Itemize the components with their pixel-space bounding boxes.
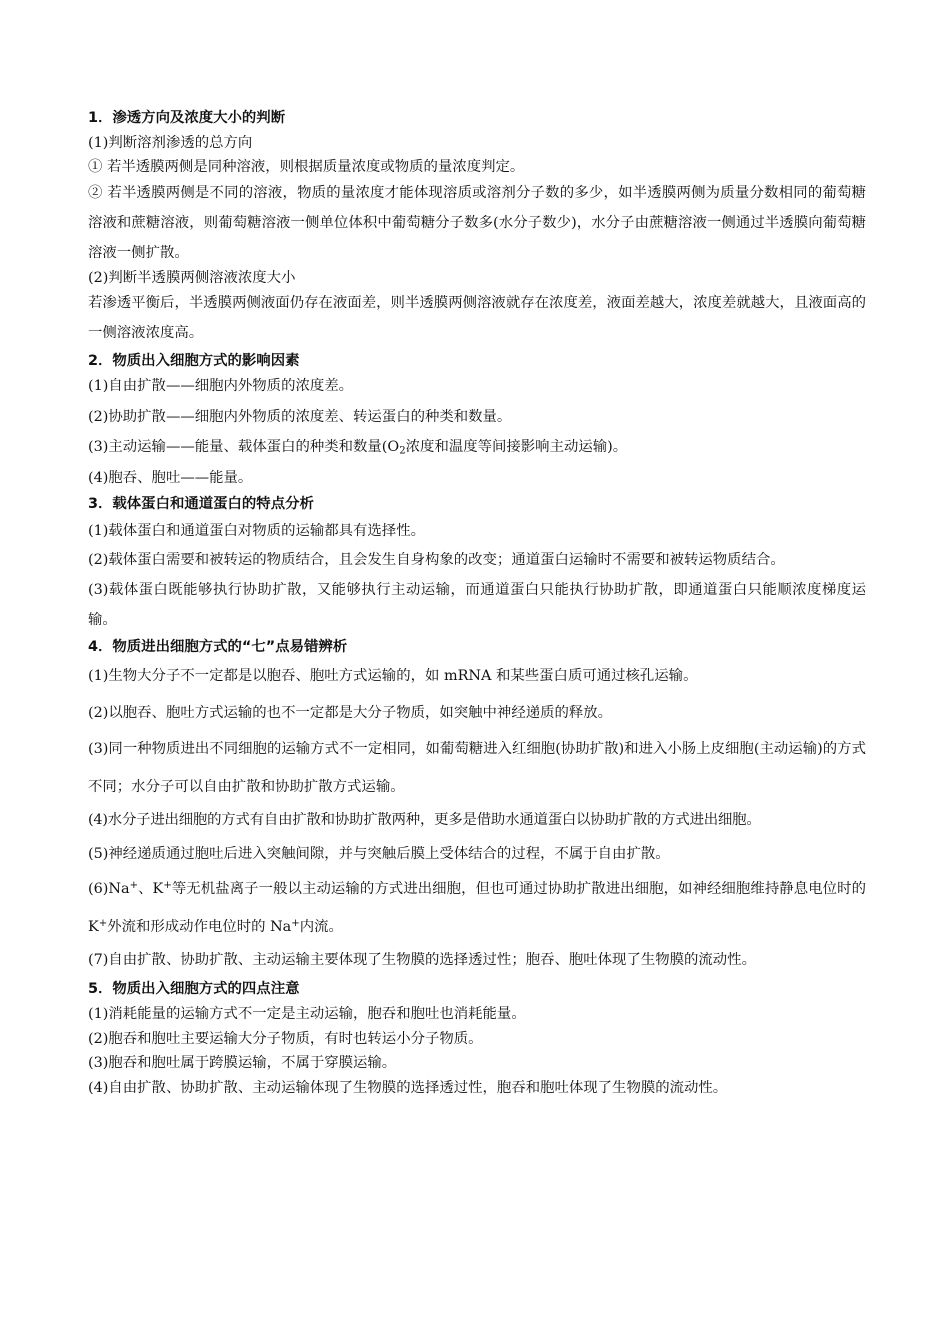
section-2-title: 2．物质出入细胞方式的影响因素	[88, 353, 300, 370]
section-4-item-6	[88, 870, 866, 946]
section-4-item-7: (7)自由扩散、协助扩散、主动运输主要体现了生物膜的选择透过性；胞吞、胞吐体现了生物膜的流动性。	[88, 951, 756, 968]
section-1-paragraph-3: 若渗透平衡后，半透膜两侧液面仍存在液面差，则半透膜两侧溶液就存在浓度差，液面差越大，浓度差就越大，且液面高的一侧溶液浓度高。	[88, 295, 866, 342]
section-2-item-3-text-a: (3)主动运输——能量、载体蛋白的种类和数量(O	[88, 439, 400, 456]
section-2-item-3-text-b: 浓度和温度等间接影响主动运输)。	[405, 439, 628, 456]
section-4-title: 4．物质进出细胞方式的“七”点易错辨析	[88, 638, 348, 655]
section-3-item-3: (3)载体蛋白既能够执行协助扩散，又能够执行主动运输，而通道蛋白只能执行协助扩散，即通道蛋白只能顺浓度梯度运输。	[88, 581, 866, 628]
section-4-item-5: (5)神经递质通过胞吐后进入突触间隙，并与突触后膜上受体结合的过程，不属于自由扩散。	[88, 846, 670, 863]
oxygen-subscript: 2	[399, 445, 406, 457]
section-5-item-3: (3)胞吞和胞吐属于跨膜运输，不属于穿膜运输。	[88, 1055, 397, 1072]
sodium-charge-2: +	[291, 917, 300, 929]
section-5-item-4: (4)自由扩散、协助扩散、主动运输体现了生物膜的选择透过性，胞吞和胞吐体现了生物膜的流动性。	[88, 1079, 728, 1096]
section-5-item-1: (1)消耗能量的运输方式不一定是主动运输，胞吞和胞吐也消耗能量。	[88, 1005, 526, 1022]
section-4-item-6-text-a: (6)Na	[88, 880, 130, 897]
section-4-item-3: (3)同一种物质进出不同细胞的运输方式不一定相同，如葡萄糖进入红细胞(协助扩散)和进入小肠上皮细胞(主动运输)的方式不同；水分子可以自由扩散和协助扩散方式运输。	[88, 740, 866, 795]
section-5-title: 5．物质出入细胞方式的四点注意	[88, 981, 300, 998]
potassium-charge-2: +	[98, 917, 108, 929]
section-4-item-6-text-d: 外流和形成动作电位时的 Na	[107, 918, 292, 935]
document-body	[88, 108, 866, 1099]
section-4-item-6-text-e: 内流。	[299, 918, 343, 935]
section-1-title: 1．渗透方向及浓度大小的判断	[88, 110, 286, 126]
section-3-item-2: (2)载体蛋白需要和被转运的物质结合，且会发生自身构象的改变；通道蛋白运输时不需要和被转运物质结合。	[88, 551, 785, 568]
section-4-item-6-text-c: 等无机盐离子一般以主动运输的方式进出细胞，但也可通过协助扩散进出细胞，如神经细胞维持静息电位时的 K	[88, 880, 866, 935]
section-5-item-2: (2)胞吞和胞吐主要运输大分子物质，有时也转运小分子物质。	[88, 1030, 483, 1047]
section-4-item-6-text-b: 、K	[138, 880, 164, 897]
section-2-item-3	[88, 437, 866, 459]
section-3-item-1: (1)载体蛋白和通道蛋白对物质的运输都具有选择性。	[88, 523, 425, 540]
potassium-charge: +	[163, 879, 172, 891]
section-3-title: 3．载体蛋白和通道蛋白的特点分析	[88, 496, 314, 513]
section-4-item-4: (4)水分子进出细胞的方式有自由扩散和协助扩散两种，更多是借助水通道蛋白以协助扩散的方式进出细胞。	[88, 811, 761, 828]
section-1-paragraph-2: ② 若半透膜两侧是不同的溶液，物质的量浓度才能体现溶质或溶剂分子数的多少，如半透膜两侧为质量分数相同的葡萄糖溶液和蔗糖溶液，则葡萄糖溶液一侧单位体积中葡萄糖分子数多(水分子数少)，水分子由蔗糖溶液一侧通过半透膜向葡萄糖溶液一侧扩散。	[88, 184, 866, 261]
section-1-subheading-2: (2)判断半透膜两侧溶液浓度大小	[88, 269, 296, 286]
section-4-item-2: (2)以胞吞、胞吐方式运输的也不一定都是大分子物质，如突触中神经递质的释放。	[88, 704, 613, 721]
section-2-item-1: (1)自由扩散——细胞内外物质的浓度差。	[88, 378, 354, 395]
section-1-paragraph-1: ① 若半透膜两侧是同种溶液，则根据质量浓度或物质的量浓度判定。	[88, 159, 525, 176]
section-1-subheading-1: (1)判断溶剂渗透的总方向	[88, 134, 253, 151]
sodium-charge: +	[129, 879, 139, 891]
section-4-item-1: (1)生物大分子不一定都是以胞吞、胞吐方式运输的，如 mRNA 和某些蛋白质可通过核孔运输。	[88, 668, 698, 685]
section-2-item-4: (4)胞吞、胞吐——能量。	[88, 469, 253, 486]
section-2-item-2: (2)协助扩散——细胞内外物质的浓度差、转运蛋白的种类和数量。	[88, 408, 512, 425]
